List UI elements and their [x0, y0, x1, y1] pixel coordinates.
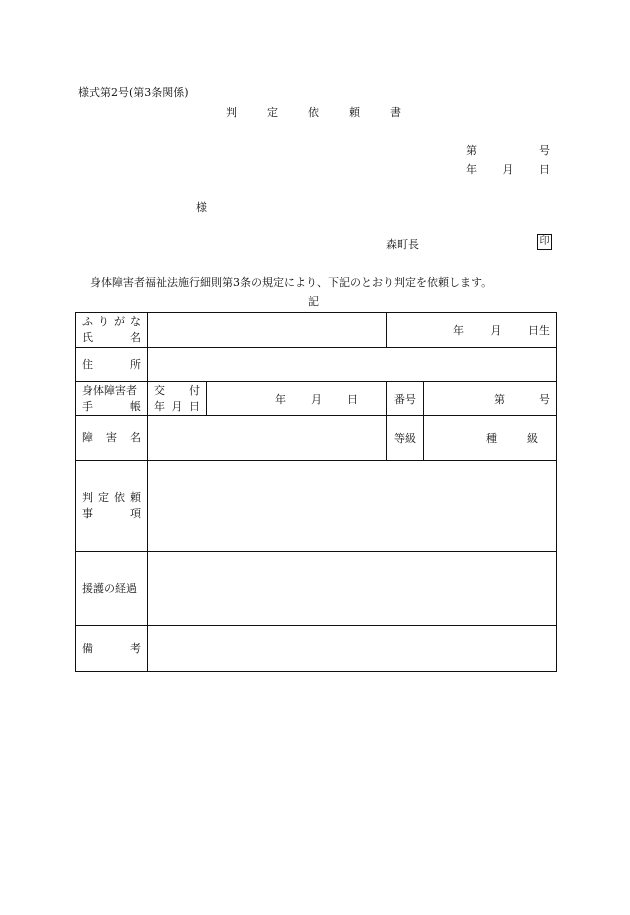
disability-field[interactable] [148, 416, 387, 461]
title-char: 頼 [349, 106, 360, 119]
birth-day-label: 日生 [528, 324, 550, 337]
table-row-support [76, 552, 557, 626]
table-row-disability [76, 416, 557, 461]
title-char: 判 [226, 106, 237, 119]
label-char: 備 [82, 641, 93, 655]
label-char: 考 [130, 641, 141, 655]
remarks-label [82, 641, 141, 657]
reference-number-prefix: 第 [466, 144, 477, 157]
table-row-address [76, 348, 557, 382]
support-label-cell [76, 552, 148, 626]
label-char: が [114, 315, 125, 328]
label-char: 害 [106, 431, 117, 444]
request-label-cell [76, 461, 148, 552]
issue-day-label: 日 [347, 392, 358, 406]
address-label [82, 357, 141, 373]
issue-label-cell [148, 382, 207, 416]
title-char: 依 [308, 106, 319, 119]
furigana-label [82, 314, 141, 330]
table-row-request [76, 461, 557, 552]
seal-box: 印 [537, 234, 552, 250]
birth-year-label: 年 [453, 324, 464, 337]
disability-label [82, 430, 141, 446]
label-char: 帳 [130, 399, 141, 413]
request-label-line1 [82, 490, 141, 506]
request-form-table [75, 312, 557, 672]
label-char: 定 [98, 491, 109, 504]
name-field[interactable] [148, 313, 387, 348]
issue-date-field[interactable] [207, 382, 387, 416]
grade-value-labels [424, 430, 556, 446]
table-row-name [76, 313, 557, 348]
label-char: 住 [82, 357, 93, 371]
reference-month: 月 [502, 163, 514, 176]
handbook-label-cell [76, 382, 148, 416]
issue-month-label: 月 [311, 392, 322, 406]
table-row-handbook [76, 382, 557, 416]
document-title [226, 104, 401, 120]
birth-date-field[interactable] [387, 313, 557, 348]
label-char: 日 [189, 399, 200, 413]
label-char: 依 [114, 491, 125, 504]
request-field[interactable] [148, 461, 557, 552]
label-char: 事 [82, 507, 93, 520]
reference-date [466, 161, 550, 177]
birth-date-labels [387, 322, 556, 338]
label-char: な [130, 315, 141, 328]
grade-type-label: 種 [486, 432, 497, 445]
label-char: 頼 [130, 491, 141, 504]
name-label [82, 330, 141, 346]
label-char: 交 [154, 383, 165, 397]
title-char: 書 [390, 106, 401, 119]
handbook-label-line2 [82, 399, 141, 415]
label-char: 名 [130, 431, 141, 444]
reference-number [466, 142, 550, 158]
issue-label-line1 [154, 383, 200, 399]
issue-year-label: 年 [275, 392, 286, 406]
label-char: 判 [82, 491, 93, 504]
remarks-field[interactable] [148, 626, 557, 672]
number-field[interactable] [424, 382, 557, 416]
label-char: 所 [130, 357, 141, 371]
label-char: 月 [171, 399, 183, 413]
remarks-label-cell [76, 626, 148, 672]
reference-day: 日 [539, 163, 550, 176]
label-char: 氏 [82, 331, 93, 344]
label-char: り [98, 315, 109, 328]
birth-month-label: 月 [490, 324, 502, 337]
name-label-cell [76, 313, 148, 348]
number-suffix: 号 [539, 392, 550, 406]
grade-field[interactable] [424, 416, 557, 461]
sender: 森町長 [386, 238, 419, 251]
number-value-labels [424, 391, 556, 407]
grade-label-cell: 等級 [387, 416, 424, 461]
number-label-cell: 番号 [387, 382, 424, 416]
issue-date-labels [207, 391, 386, 407]
form-number: 様式第2号(第3条関係) [78, 86, 189, 99]
support-field[interactable] [148, 552, 557, 626]
title-char: 定 [267, 106, 278, 119]
number-prefix: 第 [494, 392, 505, 406]
label-char: ふ [82, 315, 93, 328]
label-char: 年 [154, 399, 165, 413]
label-char: 手 [82, 399, 93, 413]
label-char: 名 [130, 331, 141, 344]
body-text: 身体障害者福祉法施行細則第3条の規定により、下記のとおり判定を依頼します。 [90, 276, 493, 289]
disability-label-cell [76, 416, 148, 461]
support-label: 援護の経過 [82, 581, 137, 595]
grade-level-label: 級 [527, 432, 538, 445]
table-row-remarks [76, 626, 557, 672]
label-char: 障 [82, 431, 93, 444]
address-field[interactable] [148, 348, 557, 382]
handbook-label-line1: 身体障害者 [82, 383, 137, 397]
address-label-cell [76, 348, 148, 382]
reference-year: 年 [466, 163, 477, 176]
label-char: 付 [189, 383, 200, 397]
issue-label-line2 [154, 399, 200, 415]
ki-heading: 記 [308, 295, 319, 308]
label-char: 項 [130, 507, 141, 520]
reference-number-suffix: 号 [539, 144, 550, 157]
request-label-line2 [82, 506, 141, 522]
addressee: 様 [196, 201, 207, 214]
